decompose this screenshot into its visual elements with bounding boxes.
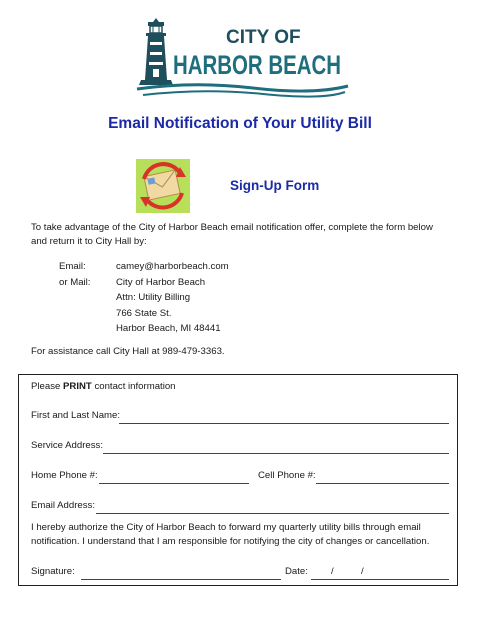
form-header-prefix: Please bbox=[31, 381, 63, 392]
cell-phone-label: Cell Phone #: bbox=[258, 470, 316, 481]
form-header bbox=[31, 381, 176, 392]
date-separator: / bbox=[331, 566, 334, 577]
city-logo bbox=[133, 18, 348, 100]
date-label: Date: bbox=[285, 566, 308, 577]
service-address-field[interactable] bbox=[103, 453, 449, 454]
mail-envelope-with-refresh-arrows-icon bbox=[136, 159, 190, 213]
assistance-text: For assistance call City Hall at 989-479-3363. bbox=[31, 346, 225, 357]
logo-line1: CITY OF bbox=[226, 27, 301, 48]
intro-paragraph: To take advantage of the City of Harbor Beach email notification offer, complete the form below and return it to City Hall by: bbox=[31, 222, 433, 247]
page-title: Email Notification of Your Utility Bill bbox=[108, 115, 372, 132]
date-separator: / bbox=[361, 566, 364, 577]
contact-info bbox=[59, 259, 229, 337]
lighthouse-icon bbox=[133, 18, 348, 100]
form-header-suffix: contact information bbox=[91, 381, 176, 392]
authorization-text: I hereby authorize the City of Harbor Beach to forward my quarterly utility bills through email notification. I understand that I am responsible for notifying the city of changes or cancellation. bbox=[31, 522, 430, 547]
email-address-field[interactable] bbox=[96, 513, 449, 514]
service-address-label: Service Address: bbox=[31, 440, 103, 451]
home-phone-field[interactable] bbox=[99, 483, 249, 484]
mail-line: Attn: Utility Billing bbox=[116, 292, 191, 303]
form-header-bold: PRINT bbox=[63, 381, 92, 392]
home-phone-label: Home Phone #: bbox=[31, 470, 98, 481]
cell-phone-field[interactable] bbox=[316, 483, 449, 484]
signup-form-heading: Sign-Up Form bbox=[230, 178, 320, 193]
date-field[interactable] bbox=[311, 579, 449, 580]
email-address-label: Email Address: bbox=[31, 500, 95, 511]
mail-line: City of Harbor Beach bbox=[116, 276, 206, 288]
email-value: camey@harborbeach.com bbox=[116, 261, 229, 272]
logo-line2: HARBOR BEACH bbox=[173, 50, 341, 80]
email-label: Email: bbox=[59, 261, 86, 272]
name-label: First and Last Name: bbox=[31, 410, 121, 421]
mail-line: Harbor Beach, MI 48441 bbox=[116, 323, 221, 334]
signature-label: Signature: bbox=[31, 566, 75, 577]
name-field[interactable] bbox=[119, 423, 449, 424]
signup-form bbox=[18, 374, 458, 586]
signature-field[interactable] bbox=[81, 579, 281, 580]
mail-label: or Mail: bbox=[59, 276, 91, 288]
mail-line: 766 State St. bbox=[116, 307, 172, 319]
